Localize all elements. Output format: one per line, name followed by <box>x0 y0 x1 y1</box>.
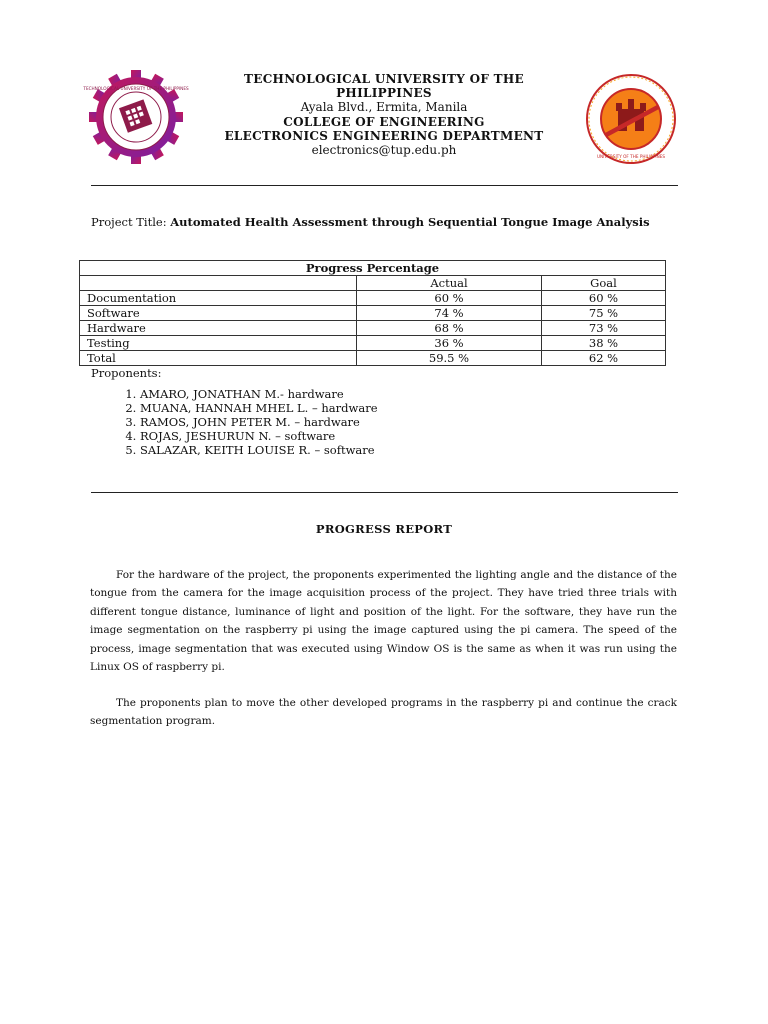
list-item: 2. MUANA, HANNAH MHEL L. – hardware <box>140 401 378 415</box>
row-item: Testing <box>80 336 357 351</box>
paragraph-text: The proponents plan to move the other developed programs in the raspberry pi and continue the crack segmentation program. <box>90 697 677 728</box>
university-name: TECHNOLOGICAL UNIVERSITY OF THE PHILIPPINES <box>244 72 524 100</box>
column-header <box>80 276 357 291</box>
row-actual: 60 % <box>357 291 542 306</box>
row-actual: 36 % <box>357 336 542 351</box>
ece-logo <box>585 73 677 165</box>
table-row <box>80 336 666 351</box>
table-row <box>80 291 666 306</box>
column-header-actual: Actual <box>357 276 542 291</box>
table-row-total <box>80 351 666 366</box>
list-item: 1. AMARO, JONATHAN M.- hardware <box>140 387 378 401</box>
header-divider <box>91 185 678 186</box>
list-item: 3. RAMOS, JOHN PETER M. – hardware <box>140 415 378 429</box>
tup-logo-text: TECHNOLOGICAL UNIVERSITY OF THE PHILIPPINES <box>83 86 189 91</box>
row-goal: 75 % <box>542 306 666 321</box>
row-actual: 59.5 % <box>357 351 542 366</box>
department-email[interactable]: electronics@tup.edu.ph <box>311 143 457 157</box>
column-header-goal: Goal <box>542 276 666 291</box>
row-goal: 73 % <box>542 321 666 336</box>
project-title-label: Project Title: <box>91 215 167 229</box>
table-header-row <box>80 276 666 291</box>
progress-table <box>79 260 666 366</box>
section-divider <box>91 492 678 493</box>
row-item: Documentation <box>80 291 357 306</box>
ece-logo-text: UNIVERSITY OF THE PHILIPPINES <box>596 154 666 159</box>
table-row <box>80 321 666 336</box>
project-title: Automated Health Assessment through Sequential Tongue Image Analysis <box>170 215 650 229</box>
table-row <box>80 306 666 321</box>
paragraph-text: For the hardware of the project, the proponents experimented the lighting angle and the distance of the tongue from the camera for the image acquisition process of the project. They have tried three trials with different tongue distance, luminance of light and position of the light. For the software, they have run the image segmentation on the raspberry pi using the image captured using the pi camera. The speed of the process, image segmentation that was executed using Window OS is the same as when it was run using the Linux OS of raspberry pi. <box>90 569 677 674</box>
row-actual: 68 % <box>357 321 542 336</box>
table-heading-row <box>80 261 666 276</box>
table-heading: Progress Percentage <box>80 261 666 276</box>
university-address: Ayala Blvd., Ermita, Manila <box>300 100 468 114</box>
tup-logo <box>83 70 189 164</box>
row-actual: 74 % <box>357 306 542 321</box>
report-paragraph-2 <box>90 694 677 731</box>
department-name: ELECTRONICS ENGINEERING DEPARTMENT <box>224 129 544 143</box>
list-item: 4. ROJAS, JESHURUN N. – software <box>140 429 378 443</box>
row-goal: 38 % <box>542 336 666 351</box>
report-title: PROGRESS REPORT <box>315 522 453 536</box>
list-item: 5. SALAZAR, KEITH LOUISE R. – software <box>140 443 378 457</box>
proponents-list <box>115 387 378 457</box>
row-item: Hardware <box>80 321 357 336</box>
row-goal: 62 % <box>542 351 666 366</box>
row-item: Total <box>80 351 357 366</box>
row-goal: 60 % <box>542 291 666 306</box>
row-item: Software <box>80 306 357 321</box>
college-name: COLLEGE OF ENGINEERING <box>283 115 485 129</box>
project-title-line <box>91 215 650 229</box>
report-paragraph-1 <box>90 566 677 676</box>
proponents-label: Proponents: <box>91 366 162 380</box>
letterhead <box>200 72 568 158</box>
